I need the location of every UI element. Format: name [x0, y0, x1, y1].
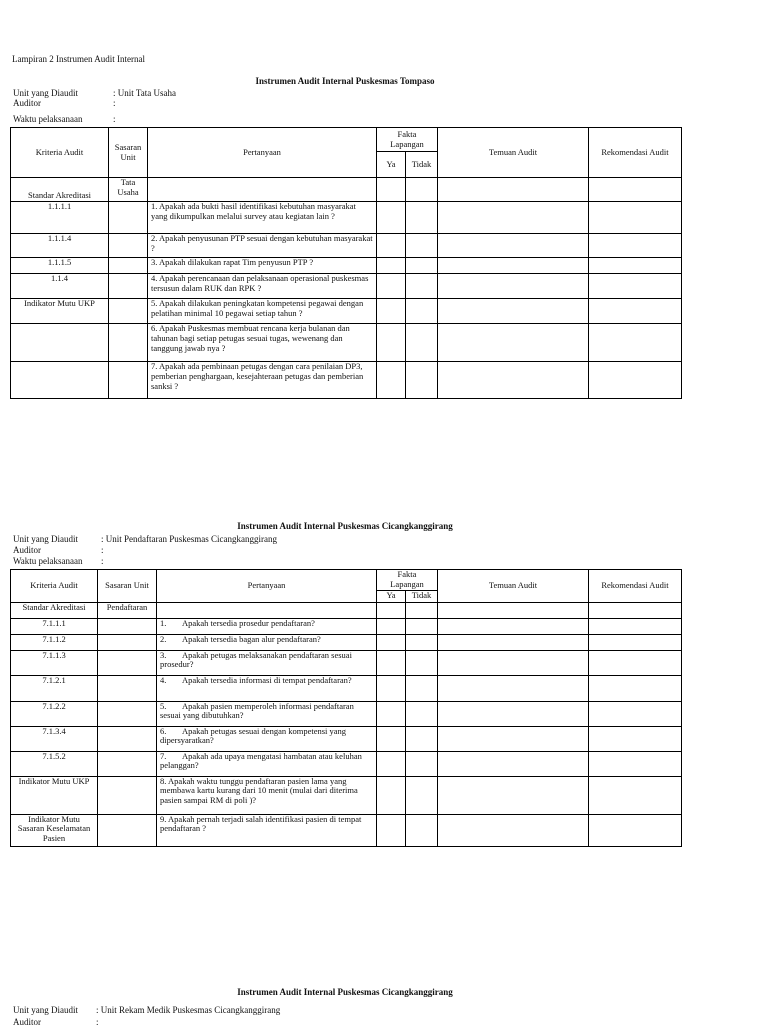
col-pertanyaan: Pertanyaan: [157, 570, 377, 603]
ya-cell: [377, 362, 406, 399]
pertanyaan-cell: 2. Apakah tersedia bagan alur pendaftaran?: [157, 634, 377, 650]
table-row: [11, 814, 682, 846]
rekomendasi-cell: [589, 701, 682, 726]
rekomendasi-cell: [589, 634, 682, 650]
sasaran-cell: [98, 634, 157, 650]
kriteria-cell: 7.1.1.3: [11, 650, 98, 675]
table-row: [11, 776, 682, 814]
sasaran-cell: [98, 726, 157, 751]
document-header-note: Lampiran 2 Instrumen Audit Internal: [12, 54, 145, 64]
table-row: [11, 675, 682, 701]
ya-cell: [377, 776, 406, 814]
section3-title: Instrumen Audit Internal Puskesmas Cicangkanggirang: [237, 987, 453, 997]
rekomendasi-cell: [589, 650, 682, 675]
rekomendasi-cell: [589, 726, 682, 751]
kriteria-cell: Indikator Mutu UKP: [11, 299, 109, 324]
ya-cell: [377, 618, 406, 634]
temuan-cell: [438, 701, 589, 726]
auditor-value: :: [96, 1017, 99, 1027]
col-sasaran: Sasaran Unit: [109, 128, 148, 178]
table-row: [11, 701, 682, 726]
ya-cell: [377, 299, 406, 324]
auditor-label: Auditor: [13, 97, 41, 108]
pertanyaan-cell: 5. Apakah dilakukan peningkatan kompetensi pegawai dengan pelatihan minimal 10 pegawai setiap tahun ?: [148, 299, 377, 324]
table-row: [11, 751, 682, 776]
col-kriteria: Kriteria Audit: [11, 570, 98, 603]
unit-value: : Unit Pendaftaran Puskesmas Cicangkanggirang: [101, 534, 277, 544]
temuan-cell: [438, 634, 589, 650]
kriteria-cell: Standar Akreditasi: [11, 602, 98, 618]
kriteria-cell: 7.1.5.2: [11, 751, 98, 776]
rekomendasi-cell: [589, 814, 682, 846]
waktu-label: Waktu pelaksanaan: [13, 114, 83, 124]
temuan-cell: [438, 776, 589, 814]
rekomendasi-cell: [589, 258, 682, 274]
col-tidak: Tidak: [406, 590, 438, 602]
sasaran-cell: [98, 701, 157, 726]
col-temuan: Temuan Audit: [438, 570, 589, 603]
sasaran-cell: [98, 776, 157, 814]
sasaran-cell: [98, 814, 157, 846]
sasaran-cell: [109, 202, 148, 234]
section2-title: Instrumen Audit Internal Puskesmas Cicangkanggirang: [237, 521, 453, 531]
rekomendasi-cell: [589, 602, 682, 618]
tidak-cell: [406, 726, 438, 751]
sasaran-cell: [109, 324, 148, 362]
kriteria-cell: [11, 324, 109, 362]
rekomendasi-cell: [589, 324, 682, 362]
tidak-cell: [406, 776, 438, 814]
col-fakta: Fakta Lapangan: [377, 128, 438, 152]
col-ya: Ya: [377, 590, 406, 602]
ya-cell: [377, 650, 406, 675]
waktu-value: :: [113, 114, 116, 124]
temuan-cell: [438, 602, 589, 618]
table-row: [11, 202, 682, 234]
kriteria-cell: 7.1.1.1: [11, 618, 98, 634]
rekomendasi-cell: [589, 751, 682, 776]
tidak-cell: [406, 814, 438, 846]
tidak-cell: [406, 324, 438, 362]
temuan-cell: [438, 234, 589, 258]
col-sasaran: Sasaran Unit: [98, 570, 157, 603]
kriteria-cell: Indikator Mutu UKP: [11, 776, 98, 814]
kriteria-cell: 7.1.1.2: [11, 634, 98, 650]
pertanyaan-cell: 4. Apakah perencanaan dan pelaksanaan operasional puskesmas tersusun dalam RUK dan RPK ?: [148, 274, 377, 299]
kriteria-cell: 1.1.1.4: [11, 234, 109, 258]
sasaran-cell: Pendaftaran: [98, 602, 157, 618]
section2-meta: [13, 534, 277, 567]
pertanyaan-cell: [157, 602, 377, 618]
temuan-cell: [438, 751, 589, 776]
temuan-cell: [438, 178, 589, 202]
rekomendasi-cell: [589, 234, 682, 258]
col-kriteria: Kriteria Audit: [11, 128, 109, 178]
ya-cell: [377, 324, 406, 362]
table-row: [11, 362, 682, 399]
col-pertanyaan: Pertanyaan: [148, 128, 377, 178]
kriteria-cell: [11, 362, 109, 399]
temuan-cell: [438, 814, 589, 846]
sasaran-cell: [98, 650, 157, 675]
sasaran-cell: [109, 234, 148, 258]
tidak-cell: [406, 701, 438, 726]
ya-cell: [377, 701, 406, 726]
col-tidak: Tidak: [406, 152, 438, 178]
temuan-cell: [438, 675, 589, 701]
rekomendasi-cell: [589, 178, 682, 202]
pertanyaan-cell: 1. Apakah ada bukti hasil identifikasi kebutuhan masyarakat yang dikumpulkan melalui survey atau kegiatan lain ?: [148, 202, 377, 234]
temuan-cell: [438, 274, 589, 299]
table-row: [11, 234, 682, 258]
pertanyaan-cell: 3. Apakah dilakukan rapat Tim penyusun PTP ?: [148, 258, 377, 274]
rekomendasi-cell: [589, 675, 682, 701]
rekomendasi-cell: [589, 202, 682, 234]
ya-cell: [377, 202, 406, 234]
auditor-label: Auditor: [13, 545, 41, 555]
pertanyaan-cell: 2. Apakah penyusunan PTP sesuai dengan kebutuhan masyarakat ?: [148, 234, 377, 258]
unit-label: Unit yang Diaudit: [13, 534, 78, 544]
waktu-value: :: [101, 556, 104, 566]
pertanyaan-cell: 7. Apakah ada upaya mengatasi hambatan atau keluhan pelanggan?: [157, 751, 377, 776]
table-row: [11, 634, 682, 650]
temuan-cell: [438, 202, 589, 234]
unit-label: Unit yang Diaudit: [13, 88, 78, 98]
tidak-cell: [406, 675, 438, 701]
section1-meta: [13, 88, 176, 124]
temuan-cell: [438, 362, 589, 399]
pertanyaan-cell: 3. Apakah petugas melaksanakan pendaftaran sesuai prosedur?: [157, 650, 377, 675]
col-fakta: Fakta Lapangan: [377, 570, 438, 591]
ya-cell: [377, 602, 406, 618]
ya-cell: [377, 726, 406, 751]
auditor-label: Auditor: [13, 1017, 41, 1027]
sasaran-cell: [109, 258, 148, 274]
ya-cell: [377, 751, 406, 776]
kriteria-cell: Standar Akreditasi: [11, 178, 109, 202]
temuan-cell: [438, 299, 589, 324]
kriteria-cell: 7.1.2.2: [11, 701, 98, 726]
section3-meta: [13, 1005, 280, 1029]
temuan-cell: [438, 650, 589, 675]
kriteria-cell: 1.1.1.1: [11, 202, 109, 234]
ya-cell: [377, 274, 406, 299]
section2-audit-table: [10, 569, 682, 847]
tidak-cell: [406, 258, 438, 274]
tidak-cell: [406, 274, 438, 299]
sasaran-cell: [109, 274, 148, 299]
tidak-cell: [406, 234, 438, 258]
pertanyaan-cell: [148, 178, 377, 202]
table-row: [11, 299, 682, 324]
temuan-cell: [438, 258, 589, 274]
section1-title: Instrumen Audit Internal Puskesmas Tompaso: [255, 76, 435, 86]
tidak-cell: [406, 202, 438, 234]
table-row: [11, 258, 682, 274]
pertanyaan-cell: 5. Apakah pasien memperoleh informasi pendaftaran sesuai yang dibutuhkan?: [157, 701, 377, 726]
sasaran-cell: [109, 299, 148, 324]
table-row: [11, 324, 682, 362]
kriteria-cell: 1.1.1.5: [11, 258, 109, 274]
pertanyaan-cell: 6. Apakah Puskesmas membuat rencana kerja bulanan dan tahunan bagi setiap petugas sesuai tugas, wewenang dan tanggung jawab nya ?: [148, 324, 377, 362]
rekomendasi-cell: [589, 618, 682, 634]
waktu-label: Waktu pelaksanaan: [13, 556, 83, 566]
table-row: [11, 618, 682, 634]
auditor-value: :: [113, 97, 116, 108]
col-temuan: Temuan Audit: [438, 128, 589, 178]
pertanyaan-cell: 4. Apakah tersedia informasi di tempat pendaftaran?: [157, 675, 377, 701]
kriteria-cell: Indikator Mutu Sasaran Keselamatan Pasien: [11, 814, 98, 846]
pertanyaan-cell: 1. Apakah tersedia prosedur pendaftaran?: [157, 618, 377, 634]
unit-label: Unit yang Diaudit: [13, 1005, 78, 1015]
table-row: [11, 650, 682, 675]
tidak-cell: [406, 299, 438, 324]
unit-value: : Unit Rekam Medik Puskesmas Cicangkanggirang: [96, 1005, 281, 1015]
unit-value: : Unit Tata Usaha: [113, 88, 176, 98]
rekomendasi-cell: [589, 362, 682, 399]
rekomendasi-cell: [589, 299, 682, 324]
tidak-cell: [406, 362, 438, 399]
temuan-cell: [438, 324, 589, 362]
table-row: [11, 602, 682, 618]
temuan-cell: [438, 618, 589, 634]
col-rekomendasi: Rekomendasi Audit: [589, 128, 682, 178]
sasaran-cell: [109, 362, 148, 399]
tidak-cell: [406, 618, 438, 634]
table-row: [11, 726, 682, 751]
sasaran-cell: [98, 675, 157, 701]
tidak-cell: [406, 602, 438, 618]
rekomendasi-cell: [589, 776, 682, 814]
kriteria-cell: 7.1.2.1: [11, 675, 98, 701]
pertanyaan-cell: 7. Apakah ada pembinaan petugas dengan cara penilaian DP3, pemberian penghargaan, kesejahteraan petugas dan pemberian sanksi ?: [148, 362, 377, 399]
tidak-cell: [406, 178, 438, 202]
tidak-cell: [406, 751, 438, 776]
pertanyaan-cell: 8. Apakah waktu tunggu pendaftaran pasien lama yang membawa kartu kurang dari 10 menit (mulai dari diterima pasien sampai RM di poli )?: [157, 776, 377, 814]
rekomendasi-cell: [589, 274, 682, 299]
section1-audit-table: [10, 127, 682, 399]
temuan-cell: [438, 726, 589, 751]
sasaran-cell: Tata Usaha: [109, 178, 148, 202]
kriteria-cell: 7.1.3.4: [11, 726, 98, 751]
ya-cell: [377, 814, 406, 846]
col-ya: Ya: [377, 152, 406, 178]
ya-cell: [377, 258, 406, 274]
tidak-cell: [406, 650, 438, 675]
ya-cell: [377, 178, 406, 202]
kriteria-cell: 1.1.4: [11, 274, 109, 299]
tidak-cell: [406, 634, 438, 650]
ya-cell: [377, 634, 406, 650]
col-rekomendasi: Rekomendasi Audit: [589, 570, 682, 603]
ya-cell: [377, 675, 406, 701]
pertanyaan-cell: 9. Apakah pernah terjadi salah identifikasi pasien di tempat pendaftaran ?: [157, 814, 377, 846]
pertanyaan-cell: 6. Apakah petugas sesuai dengan kompetensi yang dipersyaratkan?: [157, 726, 377, 751]
sasaran-cell: [98, 618, 157, 634]
sasaran-cell: [98, 751, 157, 776]
auditor-value: :: [101, 545, 104, 555]
table-row: [11, 274, 682, 299]
table-row: [11, 178, 682, 202]
ya-cell: [377, 234, 406, 258]
